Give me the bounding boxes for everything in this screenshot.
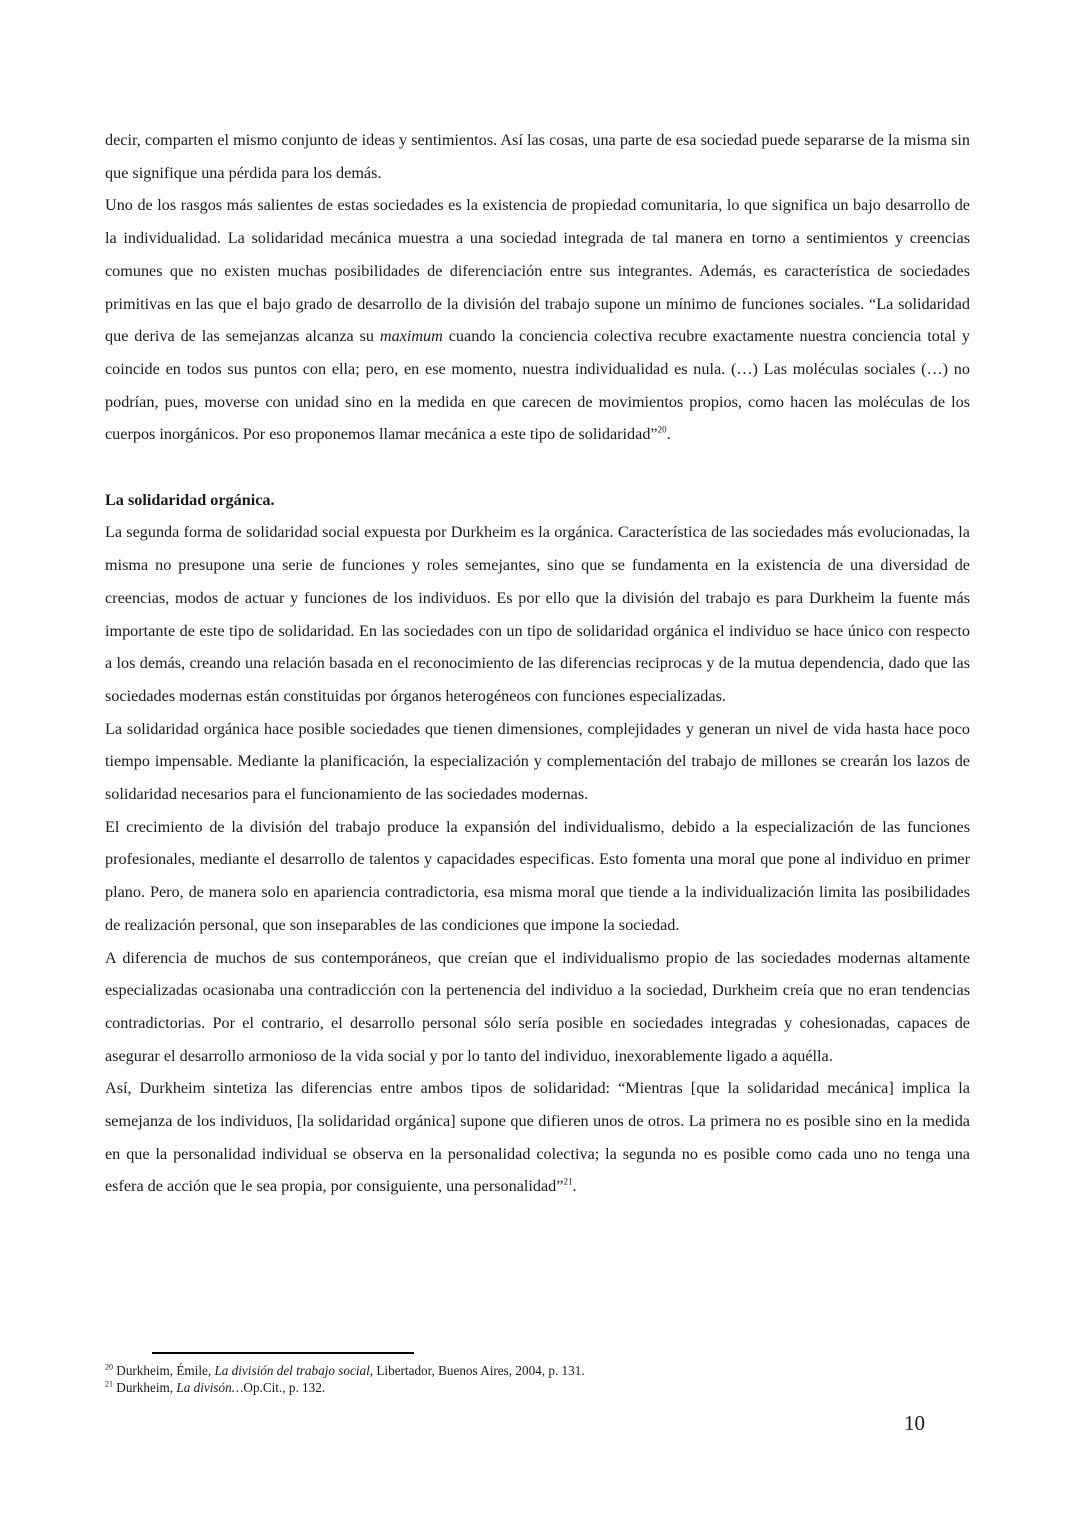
- footnote: [105, 1362, 970, 1379]
- page-number: 10: [904, 1411, 925, 1435]
- page-content: [105, 124, 970, 1203]
- body-text: [105, 124, 970, 1203]
- footnotes: [105, 1362, 970, 1396]
- italic-term: maximum: [379, 327, 443, 346]
- footnote-details: Op.Cit., p. 132.: [243, 1380, 326, 1395]
- paragraph: El crecimiento de la división del trabajo produce la expansión del individualismo, debido a la especialización de las funciones profesionales, mediante el desarrollo de talentos y capacidades especificas. Esto fomenta una moral que pone al individuo en primer plano. Pero, de manera solo en apariencia contradictoria, esa misma moral que tiende a la individualización limita las posibilidades de realización personal, que son inseparables de las condiciones que impone la sociedad.: [105, 817, 970, 934]
- footnote-title: La divisón…: [176, 1380, 244, 1395]
- paragraph: La segunda forma de solidaridad social expuesta por Durkheim es la orgánica. Característica de las sociedades más evolucionadas, la misma no presupone una serie de funciones y roles semejantes, sino que se fundamenta en la existencia de una diversidad de creencias, modos de actuar y funciones de los individuos. Es por ello que la división del trabajo es para Durkheim la fuente más importante de este tipo de solidaridad. En las sociedades con un tipo de solidaridad orgánica el individuo se hace único con respecto a los demás, creando una relación basada en el reconocimiento de las diferencias reciprocas y de la mutua dependencia, dado que las sociedades modernas están constituidas por órganos heterogéneos con funciones especializadas.: [105, 523, 970, 705]
- paragraph: decir, comparten el mismo conjunto de ideas y sentimientos. Así las cosas, una parte de esa sociedad puede separarse de la misma sin que signifique una pérdida para los demás.: [105, 131, 970, 182]
- paragraph-text: Uno de los rasgos más salientes de estas sociedades es la existencia de propiedad comunitaria, lo que significa un bajo desarrollo de la individualidad. La solidaridad mecánica muestra a una sociedad integrada de tal manera en torno a sentimientos y creencias comunes que no existen muchas posibilidades de diferenciación entre sus integrantes. Además, es característica de sociedades primitivas en las que el bajo grado de desarrollo de la división del trabajo supone un mínimo de funciones sociales. “La solidaridad que deriva de las semejanzas alcanza su: [105, 196, 970, 346]
- footnote-author: Durkheim,: [113, 1380, 177, 1395]
- section-heading: La solidaridad orgánica.: [105, 490, 275, 509]
- footnote-details: Libertador, Buenos Aires, 2004, p. 131.: [373, 1363, 585, 1378]
- paragraph-end: .: [666, 425, 671, 444]
- paragraph: [105, 189, 970, 451]
- footnote-divider: [152, 1352, 414, 1354]
- footnote-title: La división del trabajo social,: [214, 1363, 374, 1378]
- footnote-author: Durkheim, Émile,: [113, 1363, 215, 1378]
- footnote-number: 20: [105, 1362, 113, 1372]
- paragraph: La solidaridad orgánica hace posible sociedades que tienen dimensiones, complejidades y generan un nivel de vida hasta hace poco tiempo impensable. Mediante la planificación, la especialización y complementación del trabajo de millones se crearán los lazos de solidaridad necesarios para el funcionamiento de las sociedades modernas.: [105, 719, 970, 804]
- footnote-number: 21: [105, 1379, 113, 1389]
- paragraph-text: cuando la conciencia colectiva recubre exactamente nuestra conciencia total y coincide en todos sus puntos con ella; pero, en ese momento, nuestra individualidad es nula. (…) Las moléculas sociales (…) no podrían, pues, moverse con unidad sino en la medida en que carecen de movimientos propios, como hacen las moléculas de los cuerpos inorgánicos. Por eso proponemos llamar mecánica a este tipo de solidaridad”: [105, 327, 970, 444]
- paragraph-text: Así, Durkheim sintetiza las diferencias entre ambos tipos de solidaridad: “Mientras [que la solidaridad mecánica] implica la semejanza de los individuos, [la solidaridad orgánica] supone que difieren unos de otros. La primera no es posible sino en la medida en que la personalidad individual se observa en la personalidad colectiva; la segunda no es posible como cada uno no tenga una esfera de acción que le sea propia, por consiguiente, una personalidad”: [105, 1079, 970, 1196]
- paragraph-end: .: [572, 1177, 577, 1196]
- footnote-ref[interactable]: 20: [657, 424, 667, 435]
- paragraph: A diferencia de muchos de sus contemporáneos, que creían que el individualismo propio de las sociedades modernas altamente especializadas ocasionaba una contradicción con la pertenencia del individuo a la sociedad, Durkheim creía que no eran tendencias contradictorias. Por el contrario, el desarrollo personal sólo sería posible en sociedades integradas y cohesionadas, capaces de asegurar el desarrollo armonioso de la vida social y por lo tanto del individuo, inexorablemente ligado a aquélla.: [105, 948, 970, 1065]
- footnote-ref[interactable]: 21: [563, 1177, 573, 1188]
- footnote: [105, 1379, 970, 1396]
- paragraph: [105, 1072, 970, 1203]
